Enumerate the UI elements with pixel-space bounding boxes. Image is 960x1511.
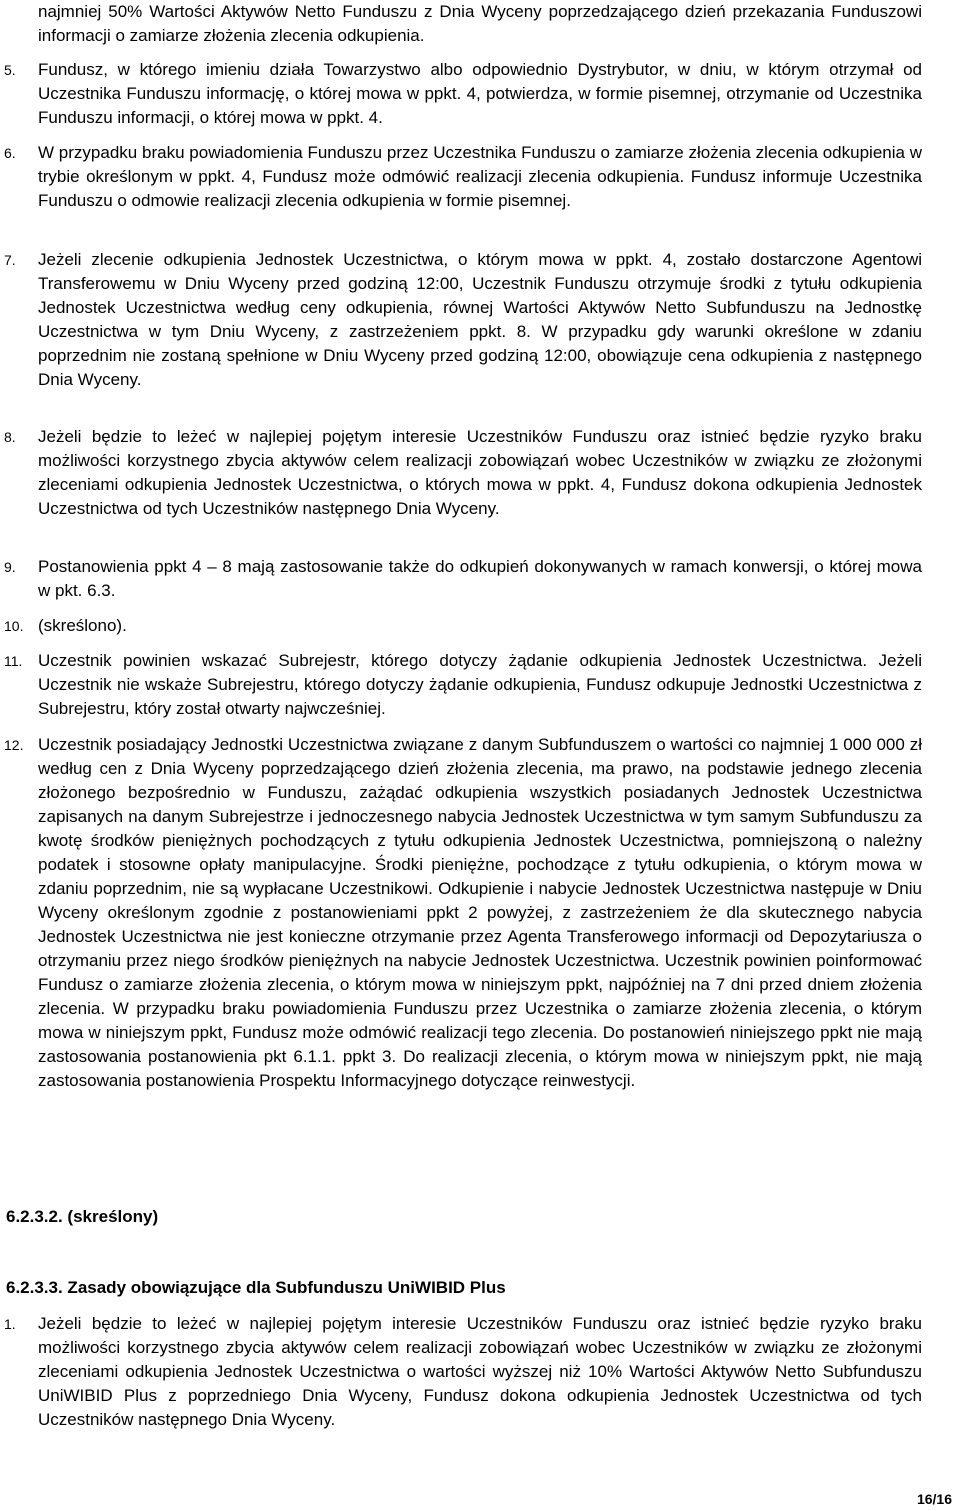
item-number: 11. [4,653,23,669]
item-number: 6. [4,145,16,161]
item-text: W przypadku braku powiadomienia Funduszu przez Uczestnika Funduszu o zamiarze złożenia zlecenia odkupienia w trybie określonym w ppkt. 4, Fundusz może odmówić realizacji zlecenia odkupienia. Fundusz informuje Uczestnika Funduszu o odmowie realizacji zlecenia odkupienia w formie pisemnej. [38,143,922,210]
item-text: Jeżeli będzie to leżeć w najlepiej pojętym interesie Uczestników Funduszu oraz istnieć będzie ryzyko braku możliwości korzystnego zbycia aktywów celem realizacji zobowiązań wobec Uczestników w związku ze złożonymi zleceniami odkupienia Jednostek Uczestnictwa o wartości wyższej niż 10% Wartości Aktywów Netto Subfunduszu UniWIBID Plus z poprzedniego Dnia Wyceny, Fundusz dokona odkupienia Jednostek Uczestnictwa od tych Uczestników następnego Dnia Wyceny. [38,1314,922,1429]
item-number: 7. [4,252,16,268]
item-text: Jeżeli będzie to leżeć w najlepiej pojętym interesie Uczestników Funduszu oraz istnieć będzie ryzyko braku możliwości korzystnego zbycia aktywów celem realizacji zobowiązań wobec Uczestników w związku ze złożonymi zleceniami odkupienia Jednostek Uczestnictwa, o których mowa w ppkt. 4, Fundusz dokona odkupienia Jednostek Uczestnictwa od tych Uczestników następnego Dnia Wyceny. [38,427,922,518]
item-text: Fundusz, w którego imieniu działa Towarzystwo albo odpowiednio Dystrybutor, w dniu, w którym otrzymał od Uczestnika Funduszu informację, o której mowa w ppkt. 4, potwierdza, w formie pisemnej, otrzymanie od Uczestnika Funduszu informacji, o której mowa w ppkt. 4. [38,60,922,127]
item-number: 12. [4,737,24,753]
item-number: 9. [4,559,16,575]
item-text: Jeżeli zlecenie odkupienia Jednostek Uczestnictwa, o którym mowa w ppkt. 4, zostało dostarczone Agentowi Transferowemu w Dniu Wyceny przed godziną 12:00, Uczestnik Funduszu otrzymuje środki z tytułu odkupienia Jednostek Uczestnictwa według ceny odkupienia, równej Wartości Aktywów Netto Subfunduszu na Jednostkę Uczestnictwa w tym Dniu Wyceny, z zastrzeżeniem ppkt. 8. W przypadku gdy warunki określone w zdaniu poprzednim nie zostaną spełnione w Dniu Wyceny przed godziną 12:00, obowiązuje cena odkupienia z następnego Dnia Wyceny. [38,250,922,389]
section-heading-6232: 6.2.3.2. (skreślony) [6,1207,159,1226]
item-text: Uczestnik powinien wskazać Subrejestr, którego dotyczy żądanie odkupienia Jednostek Uczestnictwa. Jeżeli Uczestnik nie wskaże Subrejestru, którego dotyczy żądanie odkupienia, Fundusz odkupuje Jednostki Uczestnictwa z Subrejestru, który został otwarty najwcześniej. [38,651,922,718]
page-number: 16/16 [916,1491,952,1507]
item-number: 1. [4,1316,16,1332]
item-text: Uczestnik posiadający Jednostki Uczestnictwa związane z danym Subfunduszem o wartości co najmniej 1 000 000 zł według cen z Dnia Wyceny poprzedzającego dzień złożenia zlecenia, ma prawo, na podstawie jednego zlecenia złożonego bezpośrednio w Funduszu, zażądać odkupienia wszystkich posiadanych Jednostek Uczestnictwa zapisanych na danym Subrejestrze i jednoczesnego nabycia Jednostek Uczestnictwa w tym samym Subfunduszu za kwotę środków pieniężnych pochodzących z tytułu odkupienia Jednostek Uczestnictwa, pomniejszoną o należny podatek i stosowne opłaty manipulacyjne. Środki pieniężne, pochodzące z tytułu odkupienia, o którym mowa w zdaniu poprzednim, nie są wypłacane Uczestnikowi. Odkupienie i nabycie Jednostek Uczestnictwa następuje w Dniu Wyceny określonym zgodnie z postanowieniami ppkt 2 powyżej, z zastrzeżeniem że dla skutecznego nabycia Jednostek Uczestnictwa nie jest konieczne otrzymanie przez Agenta Transferowego informacji od Depozytariusza o otrzymaniu przez niego środków pieniężnych na nabycie Jednostek Uczestnictwa. Uczestnik powinien poinformować Fundusz o zamiarze złożenia zlecenia, o którym mowa w niniejszym ppkt, najpóźniej na 7 dni przed dniem złożenia zlecenia. W przypadku braku powiadomienia Funduszu przez Uczestnika o zamiarze złożenia zlecenia, o którym mowa w niniejszym ppkt, Fundusz może odmówić realizacji tego zlecenia. Do postanowień niniejszego ppkt nie mają zastosowania postanowienia pkt 6.1.1. ppkt 3. Do realizacji zlecenia, o którym mowa w niniejszym ppkt, nie mają zastosowania postanowienia Prospektu Informacyjnego dotyczące reinwestycji. [38,735,922,1090]
item-number: 5. [4,62,16,78]
section-heading-6233: 6.2.3.3. Zasady obowiązujące dla Subfunduszu UniWIBID Plus [6,1278,506,1297]
item-text: Postanowienia ppkt 4 – 8 mają zastosowanie także do odkupień dokonywanych w ramach konwersji, o której mowa w pkt. 6.3. [38,557,922,600]
item-text: (skreślono). [38,616,127,635]
item-number: 8. [4,429,16,445]
paragraph-text: najmniej 50% Wartości Aktywów Netto Funduszu z Dnia Wyceny poprzedzającego dzień przekazania Funduszowi informacji o zamiarze złożenia zlecenia odkupienia. [38,2,922,45]
item-number: 10. [4,618,24,634]
